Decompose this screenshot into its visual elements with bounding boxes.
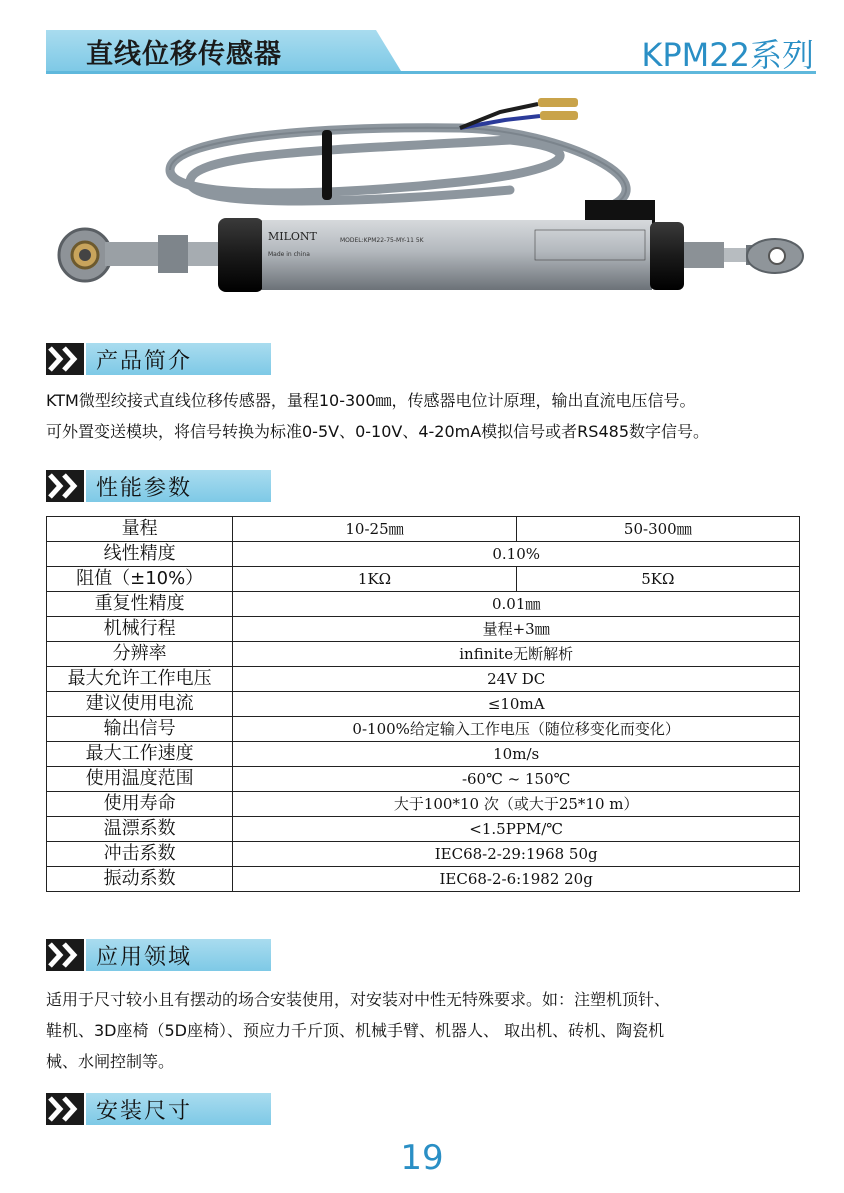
apps-line: 鞋机、3D座椅（5D座椅）、预应力千斤顶、机械手臂、机器人、 取出机、砖机、陶瓷机 xyxy=(46,1021,665,1040)
spec-key: 使用温度范围 xyxy=(47,767,233,792)
spec-value: 量程+3㎜ xyxy=(233,617,800,642)
intro-text xyxy=(46,385,836,447)
spec-key: 输出信号 xyxy=(47,717,233,742)
svg-text:MILONT: MILONT xyxy=(268,230,317,243)
table-row xyxy=(47,842,800,867)
chevron-icon xyxy=(46,470,84,502)
spec-key: 建议使用电流 xyxy=(47,692,233,717)
svg-text:Made in china: Made in china xyxy=(268,251,310,258)
spec-value: <1.5PPM/℃ xyxy=(233,817,800,842)
spec-key: 机械行程 xyxy=(47,617,233,642)
section-title: 性能参数 xyxy=(96,476,193,501)
section-title: 产品简介 xyxy=(96,349,193,374)
page-number: 19 xyxy=(400,1138,444,1178)
product-photo xyxy=(40,90,820,330)
section-title: 应用领域 xyxy=(96,945,193,970)
table-row xyxy=(47,767,800,792)
page-title: 直线位移传感器 xyxy=(86,39,282,70)
spec-value: 0.10% xyxy=(233,542,800,567)
spec-key: 冲击系数 xyxy=(47,842,233,867)
spec-value: ≤10mA xyxy=(233,692,800,717)
spec-value: 50-300㎜ xyxy=(516,517,799,542)
spec-key: 阻值（±10%） xyxy=(47,567,233,592)
chevron-icon xyxy=(46,343,84,375)
chevron-icon xyxy=(46,1093,84,1125)
spec-value: 0-100%给定输入工作电压（随位移变化而变化） xyxy=(233,717,800,742)
spec-key: 重复性精度 xyxy=(47,592,233,617)
series-name: KPM22系列 xyxy=(641,36,814,74)
spec-key: 最大允许工作电压 xyxy=(47,667,233,692)
spec-value: 1KΩ xyxy=(233,567,516,592)
table-row xyxy=(47,692,800,717)
table-row xyxy=(47,617,800,642)
intro-line: 可外置变送模块，将信号转换为标准0-5V、0-10V、4-20mA模拟信号或者RS485数字信号。 xyxy=(46,422,709,441)
table-row xyxy=(47,717,800,742)
table-row xyxy=(47,792,800,817)
section-title-box xyxy=(86,939,271,971)
table-row xyxy=(47,642,800,667)
spec-key: 温漂系数 xyxy=(47,817,233,842)
spec-key: 最大工作速度 xyxy=(47,742,233,767)
intro-line: KTM微型绞接式直线位移传感器，量程10-300㎜，传感器电位计原理，输出直流电压信号。 xyxy=(46,391,696,410)
apps-text xyxy=(46,984,836,1077)
page-header xyxy=(46,30,816,74)
section-title: 安装尺寸 xyxy=(96,1099,193,1124)
apps-line: 械、水闸控制等。 xyxy=(46,1052,175,1071)
table-row xyxy=(47,742,800,767)
spec-key: 线性精度 xyxy=(47,542,233,567)
table-row xyxy=(47,867,800,892)
section-title-box xyxy=(86,470,271,502)
spec-value: 0.01㎜ xyxy=(233,592,800,617)
spec-value: 10m/s xyxy=(233,742,800,767)
svg-text:MODEL:KPM22-75-MY-11 5K: MODEL:KPM22-75-MY-11 5K xyxy=(340,237,424,244)
spec-value: 24V DC xyxy=(233,667,800,692)
table-row xyxy=(47,517,800,542)
apps-line: 适用于尺寸较小且有摆动的场合安装使用，对安装对中性无特殊要求。如：注塑机顶针、 xyxy=(46,990,671,1009)
spec-value: IEC68-2-29:1968 50g xyxy=(233,842,800,867)
spec-value: 大于100*10 次（或大于25*10 m） xyxy=(233,792,800,817)
table-row xyxy=(47,817,800,842)
chevron-icon xyxy=(46,939,84,971)
spec-key: 使用寿命 xyxy=(47,792,233,817)
spec-value: infinite无断解析 xyxy=(233,642,800,667)
table-row xyxy=(47,567,800,592)
table-row xyxy=(47,667,800,692)
spec-table xyxy=(46,516,800,892)
spec-value: IEC68-2-6:1982 20g xyxy=(233,867,800,892)
section-title-box xyxy=(86,343,271,375)
section-title-box xyxy=(86,1093,271,1125)
spec-key: 振动系数 xyxy=(47,867,233,892)
spec-value: 10-25㎜ xyxy=(233,517,516,542)
spec-value: -60℃ ~ 150℃ xyxy=(233,767,800,792)
spec-key: 分辨率 xyxy=(47,642,233,667)
spec-key: 量程 xyxy=(47,517,233,542)
table-row xyxy=(47,592,800,617)
table-row xyxy=(47,542,800,567)
spec-value: 5KΩ xyxy=(516,567,799,592)
